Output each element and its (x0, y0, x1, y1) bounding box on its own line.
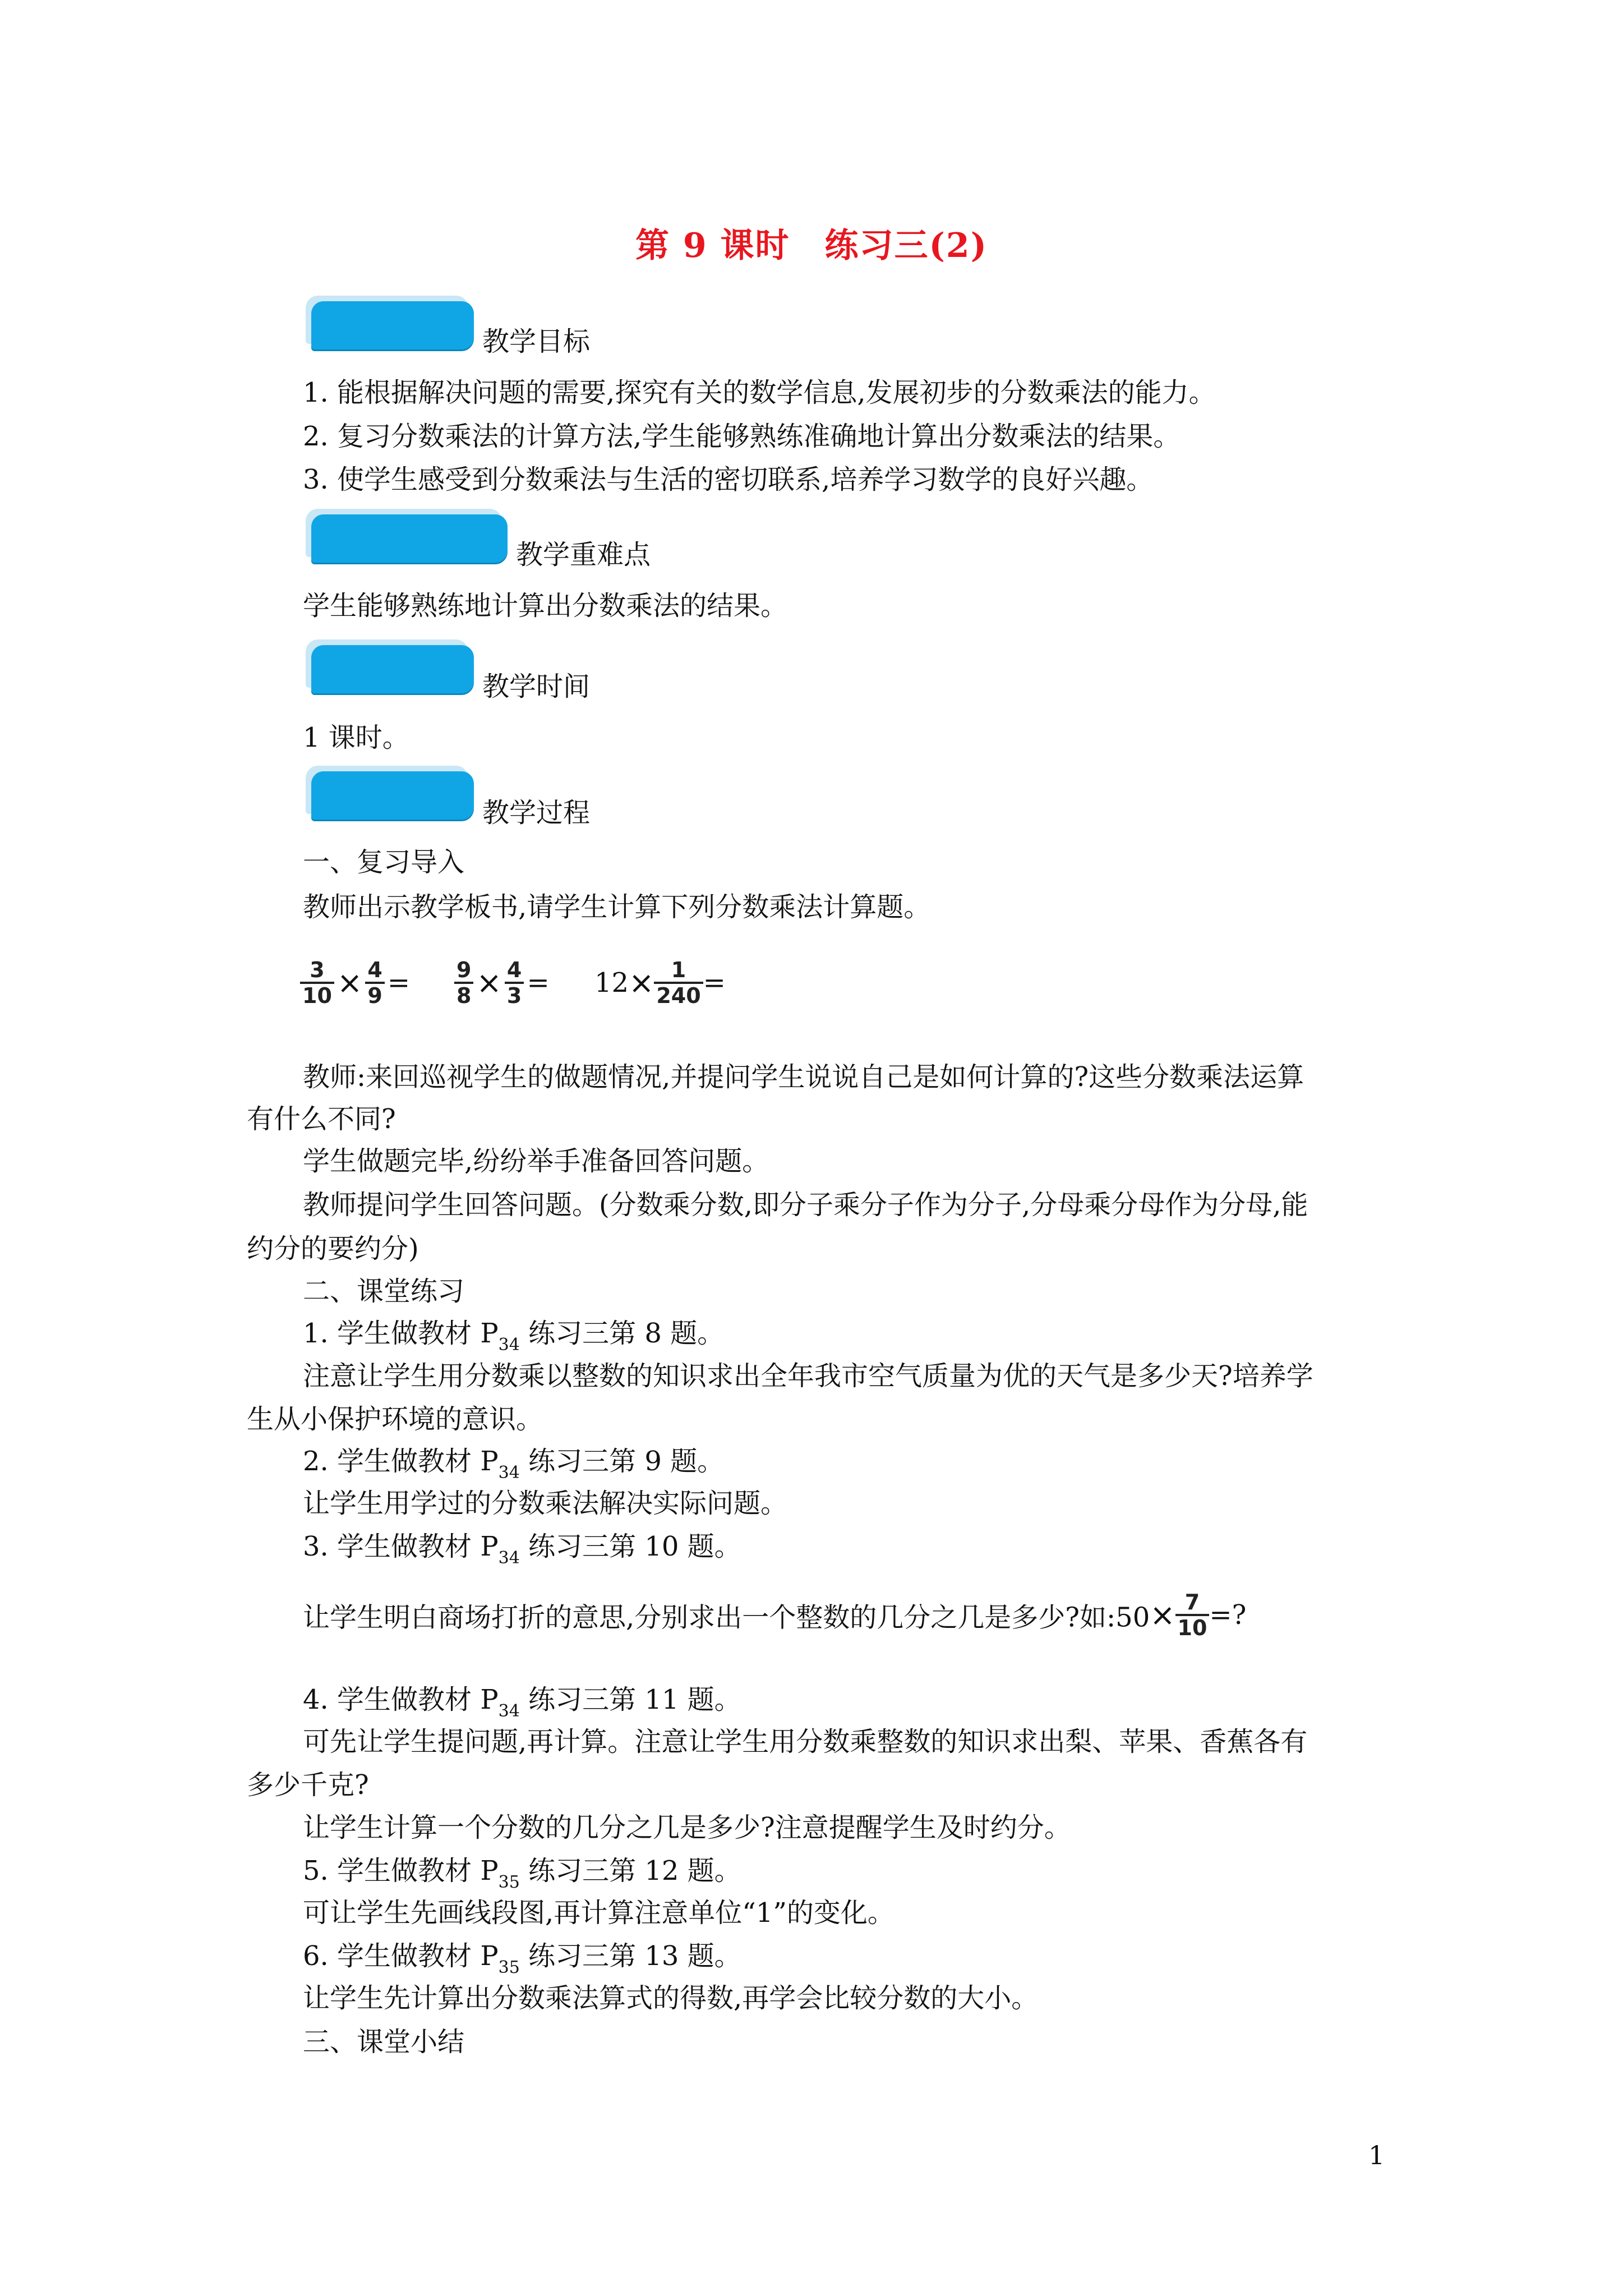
board-expression-3: 12× $\frac{1}{240}$ = (594, 958, 726, 1008)
section-heading-time: 教学时间 (482, 671, 591, 702)
paragraph: 学生做题完毕,纷纷举手准备回答问题。 (303, 1145, 769, 1177)
paragraph: 可先让学生提问题,再计算。注意让学生用分数乘整数的知识求出梨、苹果、香蕉各有 (303, 1726, 1308, 1757)
paragraph: 生从小保护环境的意识。 (247, 1404, 543, 1435)
goal-item: 2. 复习分数乘法的计算方法,学生能够熟练准确地计算出分数乘法的结果。 (303, 421, 1181, 452)
paragraph: 让学生明白商场打折的意思,分别求出一个整数的几分之几是多少?如:50× $\frac{7}{10}$ =? (303, 1590, 1247, 1640)
key-text: 学生能够熟练地计算出分数乘法的结果。 (303, 590, 788, 622)
section-heading-goals: 教学目标 (482, 326, 591, 357)
goal-item: 1. 能根据解决问题的需要,探究有关的数学信息,发展初步的分数乘法的能力。 (303, 377, 1216, 408)
section-heading-process: 教学过程 (482, 797, 591, 829)
fraction: $\frac{3}{10}$ (300, 958, 334, 1007)
paragraph: 教师提问学生回答问题。(分数乘分数,即分子乘分子作为分子,分母乘分母作为分母,能 (303, 1189, 1308, 1221)
section-tag (311, 514, 508, 563)
paragraph: 让学生用学过的分数乘法解决实际问题。 (303, 1488, 788, 1519)
fraction: $\frac{1}{240}$ (654, 958, 703, 1007)
time-text: 1 课时。 (303, 722, 409, 753)
paragraph: 让学生先计算出分数乘法算式的得数,再学会比较分数的大小。 (303, 1982, 1039, 2014)
paragraph: 有什么不同? (247, 1103, 396, 1135)
practice-heading: 二、课堂练习 (303, 1276, 465, 1307)
section-tag (311, 301, 474, 349)
paragraph: 多少千克? (247, 1769, 369, 1801)
fraction: $\frac{4}{3}$ (505, 958, 524, 1007)
review-intro: 教师出示教学板书,请学生计算下列分数乘法计算题。 (303, 891, 931, 923)
practice-item: 6. 学生做教材 $P_{35}$ 练习三第 13 题。 (303, 1940, 741, 1977)
paragraph: 约分的要约分) (247, 1233, 419, 1264)
fraction: $\frac{9}{8}$ (454, 958, 473, 1007)
fraction: $\frac{7}{10}$ (1175, 1590, 1210, 1640)
practice-item: 3. 学生做教材 $P_{34}$ 练习三第 10 题。 (303, 1531, 741, 1568)
page-number: 1 (1368, 2140, 1385, 2170)
section-heading-key: 教学重难点 (516, 539, 651, 570)
fraction: $\frac{4}{9}$ (365, 958, 384, 1007)
practice-item: 1. 学生做教材 $P_{34}$ 练习三第 8 题。 (303, 1318, 725, 1355)
board-expression-2: $\frac{9}{8}$ × $\frac{4}{3}$ = (454, 958, 550, 1007)
practice-item: 5. 学生做教材 $P_{35}$ 练习三第 12 题。 (303, 1855, 741, 1892)
section-tag (311, 645, 474, 693)
review-heading: 一、复习导入 (303, 846, 465, 878)
practice-item: 2. 学生做教材 $P_{34}$ 练习三第 9 题。 (303, 1446, 725, 1483)
paragraph: 让学生计算一个分数的几分之几是多少?注意提醒学生及时约分。 (303, 1812, 1071, 1843)
section-tag (311, 771, 474, 820)
practice-item: 4. 学生做教材 $P_{34}$ 练习三第 11 题。 (303, 1684, 741, 1721)
board-expression-1: $\frac{3}{10}$ × $\frac{4}{9}$ = (300, 958, 410, 1007)
page-title: 第 9 课时 练习三(2) (635, 226, 988, 265)
paragraph: 教师:来回巡视学生的做题情况,并提问学生说说自己是如何计算的?这些分数乘法运算 (303, 1061, 1304, 1093)
summary-heading: 三、课堂小结 (303, 2026, 465, 2058)
goal-item: 3. 使学生感受到分数乘法与生活的密切联系,培养学习数学的良好兴趣。 (303, 464, 1154, 495)
paragraph: 可让学生先画线段图,再计算注意单位“1”的变化。 (303, 1897, 895, 1929)
paragraph: 注意让学生用分数乘以整数的知识求出全年我市空气质量为优的天气是多少天?培养学 (303, 1360, 1313, 1392)
